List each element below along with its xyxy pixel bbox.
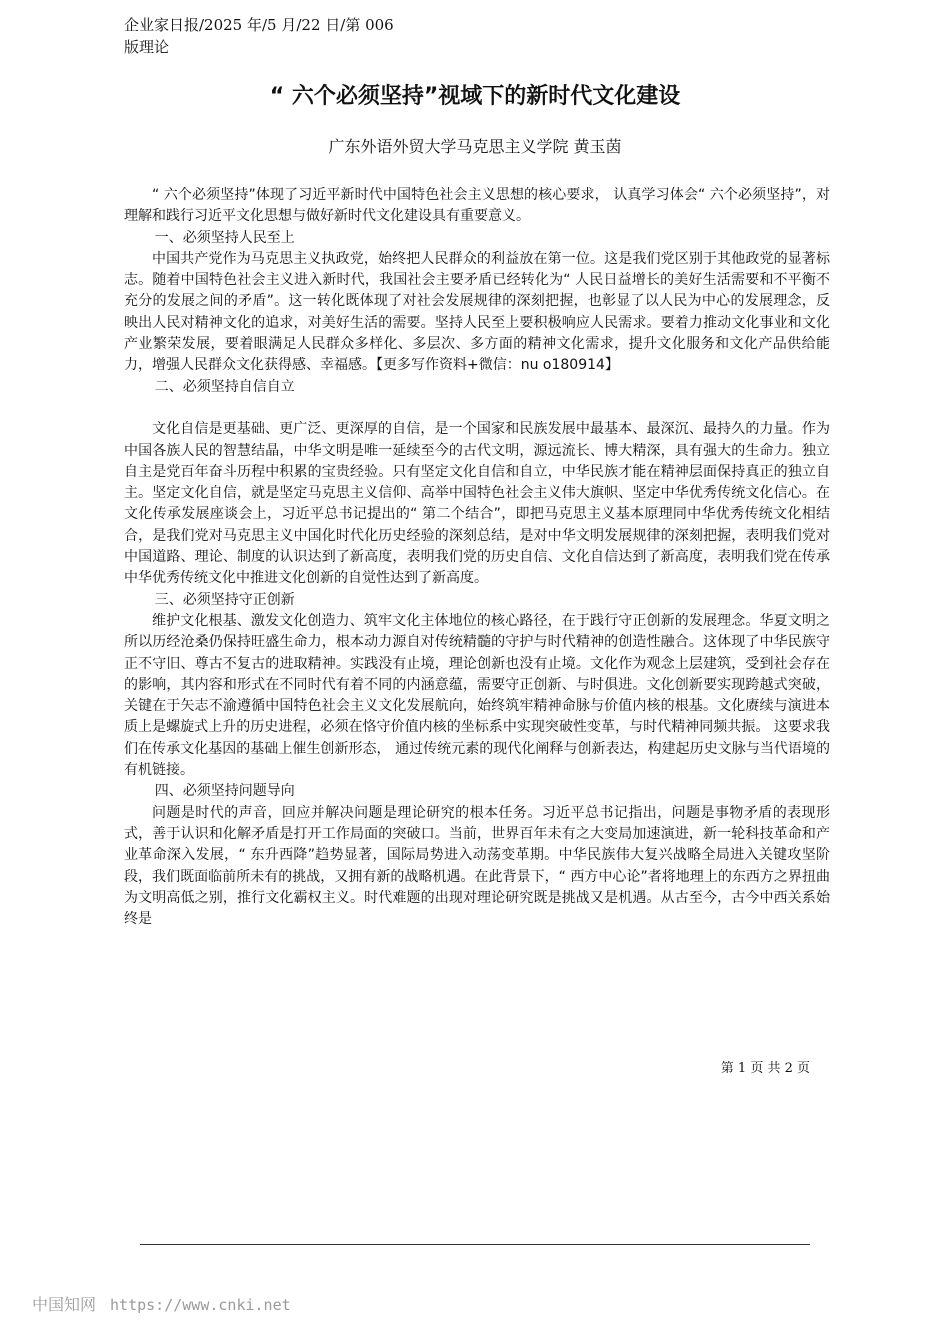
watermark-url: https://www.cnki.net — [110, 1296, 291, 1314]
section-heading-3: 三、必须坚持守正创新 — [154, 591, 295, 608]
publication-source-line-2: 版理论 — [124, 38, 170, 56]
watermark-brand: 中国知网 — [32, 1295, 97, 1314]
publication-source — [124, 14, 414, 58]
section-paragraph-2: 文化自信是更基础、更广泛、更深厚的自信，是一个国家和民族发展中最基本、最深沉、最持久的力量。作为中国各族人民的智慧结晶，中华文明是唯一延续至今的古代文明，源远流长、博大精深，具有强大的生命力。独立自主是党百年奋斗历程中积累的宝贵经验。只有坚定文化自信和自立，中华民族才能在精神层面保持真正的独立自主。坚定文化自信，就是坚定马克思主义信仰、高举中国特色社会主义伟大旗帜、坚定中华优秀传统文化信心。在文化传承发展座谈会上，习近平总书记提出的“ 第二个结合”，即把马克思主义基本原理同中华优秀传统文化相结合，是我们党对马克思主义中国化时代化历史经验的深刻总结，是对中华文明发展规律的深刻把握，表明我们党对中国道路、理论、制度的认识达到了新高度，表明我们党的历史自信、文化自信达到了新高度，表明我们党在传承中华优秀传统文化中推进文化创新的自觉性达到了新高度。 — [124, 421, 830, 587]
section-heading-2: 二、必须坚持自信自立 — [154, 378, 295, 395]
section-paragraph-3: 维护文化根基、激发文化创造力、筑牢文化主体地位的核心路径，在于践行守正创新的发展理念。华夏文明之所以历经沧桑仍保持旺盛生命力，根本动力源自对传统精髓的守护与时代精神的创造性融合。这体现了中华民族守正不守旧、尊古不复古的进取精神。实践没有止境，理论创新也没有止境。文化作为观念上层建筑，受到社会存在的影响，其内容和形式在不同时代有着不同的内涵意蕴，需要守正创新、与时俱进。文化创新要实现跨越式突破，关键在于矢志不渝遵循中国特色社会主义文化发展航向，始终筑牢精神命脉与价值内核的根基。文化赓续与演进本质上是螺旋式上升的历史进程，必须在恪守价值内核的坐标系中实现突破性变革，与时代精神同频共振。 这要求我们在传承文化基因的基础上催生创新形态， 通过传统元素的现代化阐释与创新表达，构建起历史文脉与当代语境的有机链接。 — [124, 612, 830, 779]
article-author: 广东外语外贸大学马克思主义学院 黄玉茵 — [328, 137, 622, 156]
section-paragraph-4: 问题是时代的声音，回应并解决问题是理论研究的根本任务。习近平总书记指出，问题是事物矛盾的表现形式，善于认识和化解矛盾是打开工作局面的突破口。当前，世界百年未有之大变局加速演进，新一轮科技革命和产业革命深入发展，“ 东升西降”趋势显著，国际局势进入动荡变革期。中华民族伟大复兴战略全局进入关键攻坚阶段，我们既面临前所未有的挑战，又拥有新的战略机遇。在此背景下，“ 西方中心论”者将地理上的东西方之界扭曲为文明高低之别，推行文化霸权主义。时代难题的出现对理论研究既是挑战又是机遇。从古至今，古今中西关系始终是 — [124, 804, 830, 928]
footer-divider — [140, 1244, 810, 1245]
page-number: 第 1 页 共 2 页 — [720, 1061, 810, 1076]
blank-line — [124, 398, 830, 419]
article-title: “ 六个必须坚持”视域下的新时代文化建设 — [269, 84, 681, 109]
publication-source-line-1: 企业家日报/2025 年/5 月/22 日/第 006 — [124, 16, 394, 34]
section-heading-1: 一、必须坚持人民至上 — [154, 229, 295, 246]
section-heading-4: 四、必须坚持问题导向 — [154, 783, 295, 800]
intro-paragraph: “ 六个必须坚持”体现了习近平新时代中国特色社会主义思想的核心要求， 认真学习体会“ 六个必须坚持”，对理解和践行习近平文化思想与做好新时代文化建设具有重要意义。 — [124, 187, 830, 225]
cnki-watermark — [32, 1294, 291, 1316]
article-body — [124, 185, 830, 930]
section-paragraph-1: 中国共产党作为马克思主义执政党，始终把人民群众的利益放在第一位。这是我们党区别于其他政党的显著标志。随着中国特色社会主义进入新时代，我国社会主要矛盾已经转化为“ 人民日益增长的美好生活需要和不平衡不充分的发展之间的矛盾”。这一转化既体现了对社会发展规律的深刻把握，也彰显了以人民为中心的发展理念，反映出人民对精神文化的追求，对美好生活的需要。坚持人民至上要积极响应人民需求。要着力推动文化事业和文化产业繁荣发展，要着眼满足人民群众多样化、多层次、多方面的精神文化需求，提升文化服务和文化产品供给能力，增强人民群众文化获得感、幸福感。【更多写作资料+微信：nu o180914】 — [124, 250, 830, 374]
